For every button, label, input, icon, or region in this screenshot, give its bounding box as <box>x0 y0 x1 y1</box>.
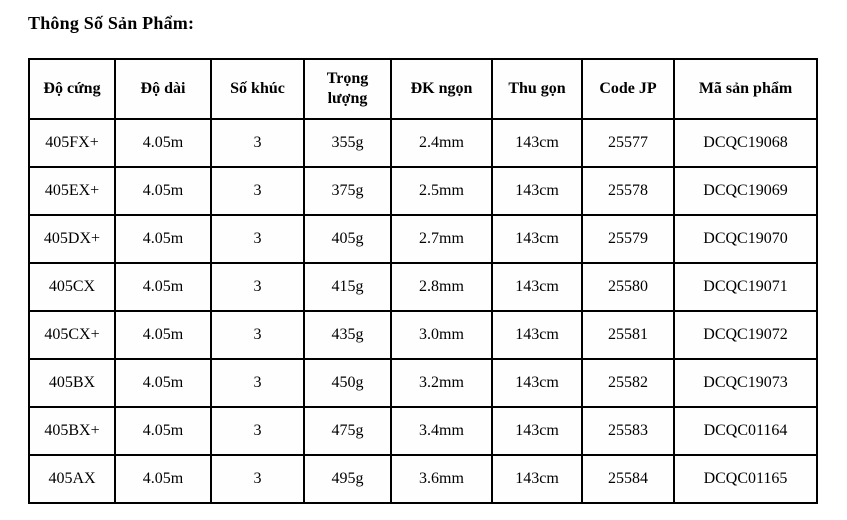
cell-thu-gon: 143cm <box>492 263 582 311</box>
column-header-ma-san-pham: Mã sản phẩm <box>674 59 817 119</box>
table-row <box>29 407 817 455</box>
cell-thu-gon: 143cm <box>492 119 582 167</box>
product-spec-table <box>28 58 818 504</box>
cell-thu-gon: 143cm <box>492 215 582 263</box>
cell-dk-ngon: 2.4mm <box>391 119 492 167</box>
table-row <box>29 263 817 311</box>
column-header-so-khuc: Số khúc <box>211 59 304 119</box>
cell-do-cung: 405BX <box>29 359 115 407</box>
cell-trong-luong: 475g <box>304 407 391 455</box>
cell-ma-san-pham: DCQC19072 <box>674 311 817 359</box>
cell-so-khuc: 3 <box>211 407 304 455</box>
cell-code-jp: 25581 <box>582 311 674 359</box>
cell-so-khuc: 3 <box>211 455 304 503</box>
table-row <box>29 455 817 503</box>
cell-trong-luong: 375g <box>304 167 391 215</box>
table-body <box>29 119 817 503</box>
cell-trong-luong: 355g <box>304 119 391 167</box>
cell-code-jp: 25577 <box>582 119 674 167</box>
column-header-dk-ngon: ĐK ngọn <box>391 59 492 119</box>
cell-do-dai: 4.05m <box>115 215 211 263</box>
cell-do-dai: 4.05m <box>115 311 211 359</box>
cell-thu-gon: 143cm <box>492 167 582 215</box>
cell-dk-ngon: 2.8mm <box>391 263 492 311</box>
cell-code-jp: 25583 <box>582 407 674 455</box>
cell-do-dai: 4.05m <box>115 119 211 167</box>
cell-so-khuc: 3 <box>211 167 304 215</box>
cell-dk-ngon: 2.5mm <box>391 167 492 215</box>
cell-do-dai: 4.05m <box>115 407 211 455</box>
cell-code-jp: 25582 <box>582 359 674 407</box>
cell-dk-ngon: 2.7mm <box>391 215 492 263</box>
cell-code-jp: 25580 <box>582 263 674 311</box>
cell-thu-gon: 143cm <box>492 407 582 455</box>
column-header-thu-gon: Thu gọn <box>492 59 582 119</box>
column-header-trong-luong: Trọng lượng <box>304 59 391 119</box>
cell-thu-gon: 143cm <box>492 359 582 407</box>
table-row <box>29 119 817 167</box>
column-header-do-cung: Độ cứng <box>29 59 115 119</box>
page-title: Thông Số Sản Phẩm: <box>28 13 195 33</box>
column-header-do-dai: Độ dài <box>115 59 211 119</box>
cell-trong-luong: 405g <box>304 215 391 263</box>
cell-do-cung: 405FX+ <box>29 119 115 167</box>
cell-trong-luong: 450g <box>304 359 391 407</box>
cell-do-dai: 4.05m <box>115 455 211 503</box>
cell-ma-san-pham: DCQC19071 <box>674 263 817 311</box>
cell-do-cung: 405DX+ <box>29 215 115 263</box>
cell-do-dai: 4.05m <box>115 263 211 311</box>
table-row <box>29 215 817 263</box>
cell-dk-ngon: 3.4mm <box>391 407 492 455</box>
cell-thu-gon: 143cm <box>492 311 582 359</box>
cell-so-khuc: 3 <box>211 215 304 263</box>
cell-do-dai: 4.05m <box>115 167 211 215</box>
cell-trong-luong: 415g <box>304 263 391 311</box>
cell-code-jp: 25584 <box>582 455 674 503</box>
cell-do-dai: 4.05m <box>115 359 211 407</box>
cell-ma-san-pham: DCQC01165 <box>674 455 817 503</box>
cell-thu-gon: 143cm <box>492 455 582 503</box>
cell-code-jp: 25579 <box>582 215 674 263</box>
cell-do-cung: 405AX <box>29 455 115 503</box>
cell-dk-ngon: 3.2mm <box>391 359 492 407</box>
table-header <box>29 59 817 119</box>
cell-so-khuc: 3 <box>211 119 304 167</box>
cell-so-khuc: 3 <box>211 359 304 407</box>
cell-trong-luong: 435g <box>304 311 391 359</box>
cell-ma-san-pham: DCQC19069 <box>674 167 817 215</box>
cell-ma-san-pham: DCQC19070 <box>674 215 817 263</box>
cell-so-khuc: 3 <box>211 263 304 311</box>
table-row <box>29 311 817 359</box>
header-row <box>29 59 817 119</box>
cell-ma-san-pham: DCQC19068 <box>674 119 817 167</box>
cell-dk-ngon: 3.0mm <box>391 311 492 359</box>
cell-trong-luong: 495g <box>304 455 391 503</box>
cell-do-cung: 405CX <box>29 263 115 311</box>
table-row <box>29 167 817 215</box>
cell-do-cung: 405EX+ <box>29 167 115 215</box>
cell-ma-san-pham: DCQC01164 <box>674 407 817 455</box>
cell-so-khuc: 3 <box>211 311 304 359</box>
column-header-code-jp: Code JP <box>582 59 674 119</box>
cell-dk-ngon: 3.6mm <box>391 455 492 503</box>
cell-do-cung: 405BX+ <box>29 407 115 455</box>
cell-ma-san-pham: DCQC19073 <box>674 359 817 407</box>
cell-do-cung: 405CX+ <box>29 311 115 359</box>
cell-code-jp: 25578 <box>582 167 674 215</box>
table-row <box>29 359 817 407</box>
